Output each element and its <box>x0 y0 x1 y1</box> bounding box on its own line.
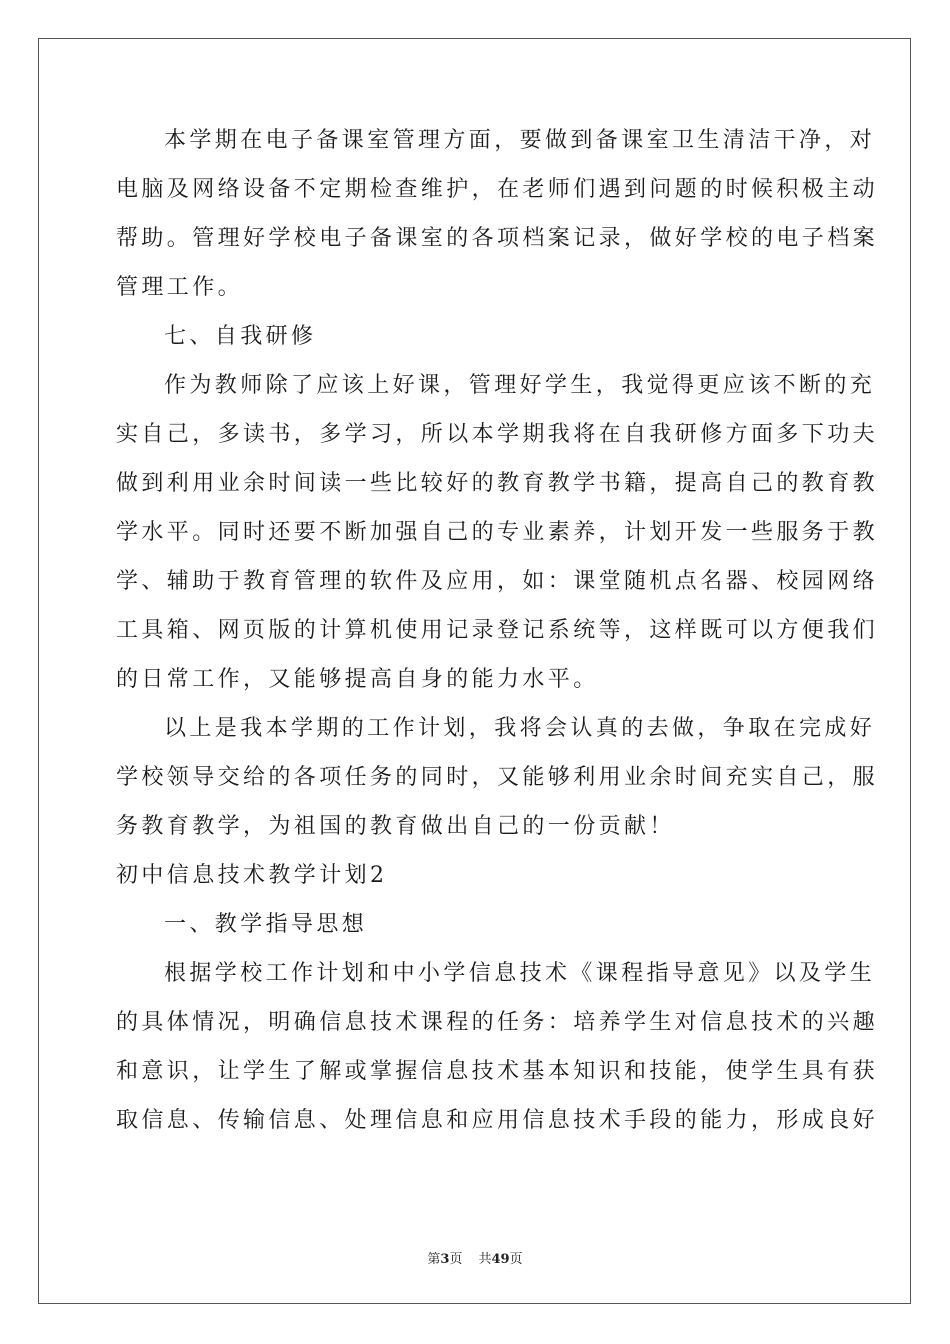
total-page-count: 49 <box>491 1252 510 1267</box>
paragraph-line: 帮助。管理好学校电子备课室的各项档案记录，做好学校的电子档案 <box>116 226 879 251</box>
paragraph-line: 和意识，让学生了解或掌握信息技术基本知识和技能，使学生具有获 <box>116 1059 879 1084</box>
footer-page-suffix: 页 <box>449 1252 463 1267</box>
paragraph-line: 电脑及网络设备不定期检查维护，在老师们遇到问题的时候积极主动 <box>116 177 879 202</box>
paragraph-line: 取信息、传输信息、处理信息和应用信息技术手段的能力，形成良好 <box>116 1108 879 1133</box>
current-page-number: 3 <box>440 1252 450 1267</box>
paragraph-line: 学、辅助于教育管理的软件及应用，如：课堂随机点名器、校园网络 <box>116 569 879 594</box>
footer-prefix: 第 <box>427 1252 441 1267</box>
paragraph-line: 本学期在电子备课室管理方面，要做到备课室卫生清洁干净，对 <box>164 128 876 153</box>
paragraph-line: 实自己，多读书，多学习，所以本学期我将在自我研修方面多下功夫 <box>116 422 879 447</box>
section-heading: 七、自我研修 <box>164 324 317 349</box>
paragraph-line: 作为教师除了应该上好课，管理好学生，我觉得更应该不断的充 <box>164 373 876 398</box>
paragraph-line: 务教育教学，为祖国的教育做出自己的一份贡献！ <box>116 814 675 839</box>
paragraph-line: 以上是我本学期的工作计划，我将会认真的去做，争取在完成好 <box>164 716 876 741</box>
paragraph-line: 工具箱、网页版的计算机使用记录登记系统等，这样既可以方便我们 <box>116 618 879 643</box>
paragraph-line: 的日常工作，又能够提高自身的能力水平。 <box>116 667 599 692</box>
document-title: 初中信息技术教学计划2 <box>116 863 388 888</box>
paragraph-line: 做到利用业余时间读一些比较好的教育教学书籍，提高自己的教育教 <box>116 471 879 496</box>
footer-total-suffix: 页 <box>509 1252 523 1267</box>
footer-total-prefix: 共 <box>478 1252 492 1267</box>
paragraph-line: 学水平。同时还要不断加强自己的专业素养，计划开发一些服务于教 <box>116 520 879 545</box>
paragraph-line: 根据学校工作计划和中小学信息技术《课程指导意见》以及学生 <box>164 961 876 986</box>
paragraph-line: 管理工作。 <box>116 275 244 300</box>
paragraph-line: 学校领导交给的各项任务的同时，又能够利用业余时间充实自己，服 <box>116 765 879 790</box>
paragraph-line: 的具体情况，明确信息技术课程的任务：培养学生对信息技术的兴趣 <box>116 1010 879 1035</box>
section-heading: 一、教学指导思想 <box>164 912 368 937</box>
page-footer <box>0 1248 950 1267</box>
